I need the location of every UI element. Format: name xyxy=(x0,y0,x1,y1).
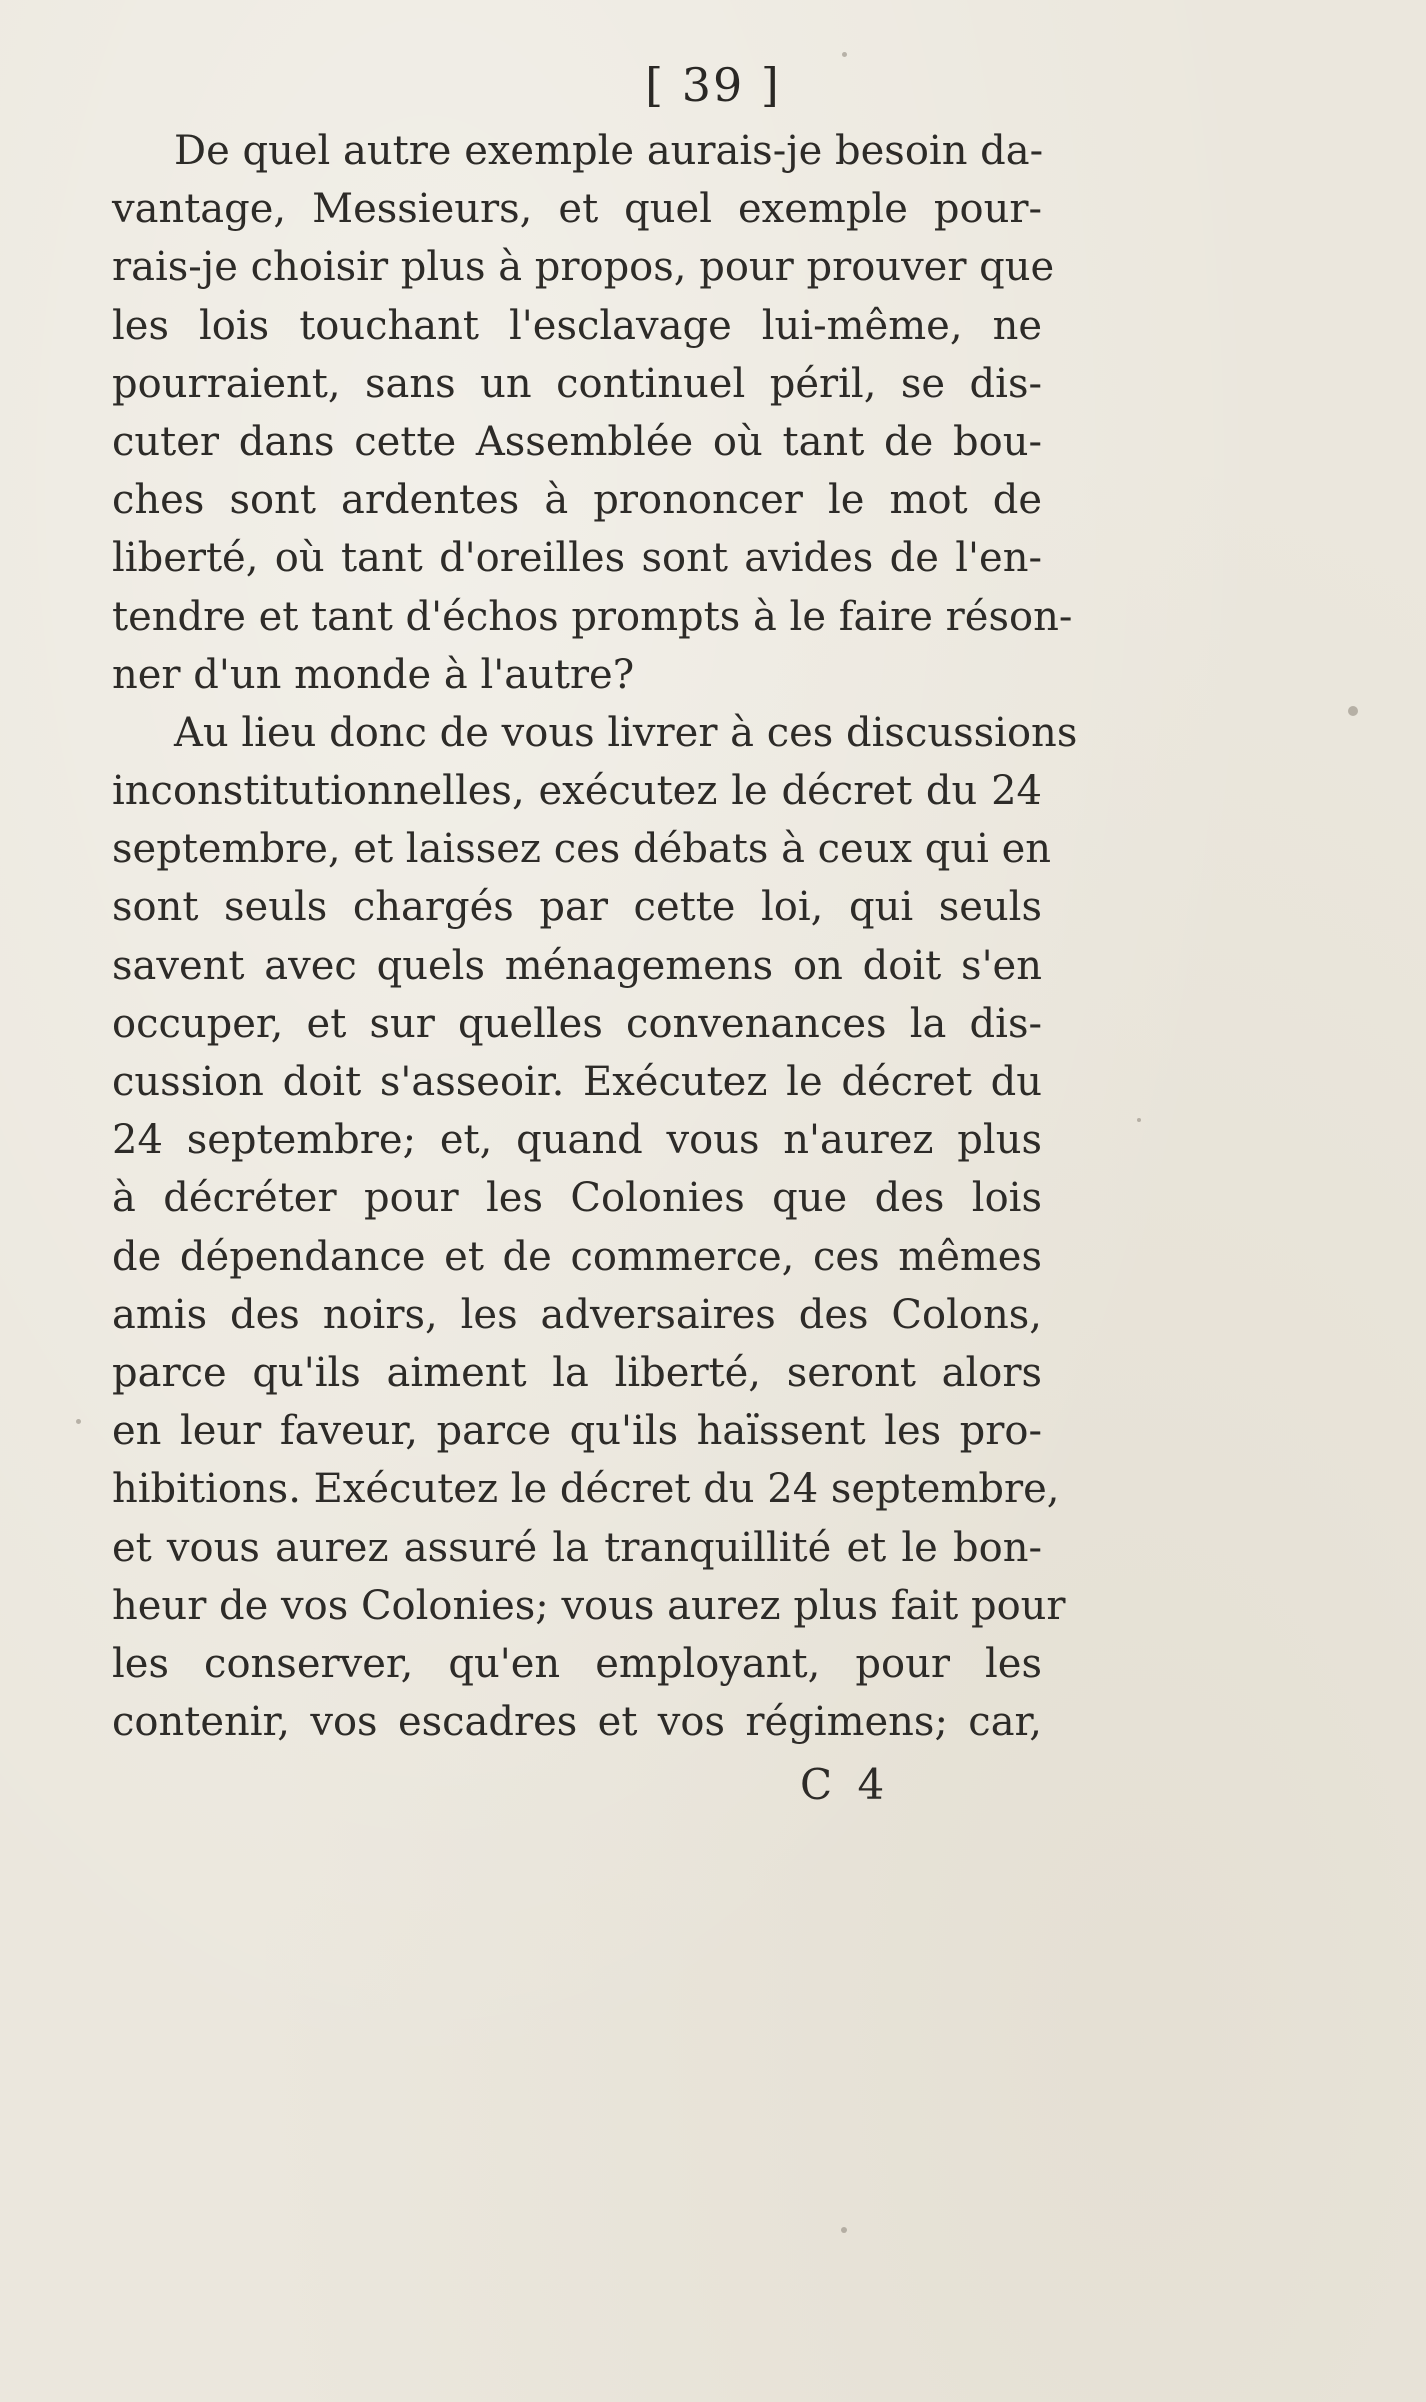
text-line: septembre, et laissez ces débats à ceux qui en xyxy=(112,826,1052,873)
text-line: savent avec quels ménagemens on doit s'en xyxy=(112,942,1042,989)
body-text xyxy=(112,122,1078,1751)
paper-speck xyxy=(76,1419,81,1424)
text-line: 24 septembre; et, quand vous n'aurez plus xyxy=(112,1117,1042,1164)
text-line: parce qu'ils aiment la liberté, seront alors xyxy=(112,1349,1042,1396)
text-line: hibitions. Exécutez le décret du 24 septembre, xyxy=(112,1466,1060,1513)
text-line: à décréter pour les Colonies que des lois xyxy=(112,1175,1042,1222)
text-line: Au lieu donc de vous livrer à ces discussions xyxy=(174,709,1078,756)
paper-speck xyxy=(1348,706,1358,716)
text-line: pourraient, sans un continuel péril, se dis- xyxy=(112,360,1042,407)
text-line: et vous aurez assuré la tranquillité et le bon- xyxy=(112,1524,1042,1571)
text-line: ches sont ardentes à prononcer le mot de xyxy=(112,477,1042,524)
paper-speck xyxy=(842,52,847,57)
text-line: tendre et tant d'échos prompts à le faire réson- xyxy=(112,593,1073,640)
text-line: vantage, Messieurs, et quel exemple pour- xyxy=(112,186,1042,233)
text-line: en leur faveur, parce qu'ils haïssent les pro- xyxy=(112,1408,1042,1455)
text-line: les lois touchant l'esclavage lui-même, ne xyxy=(112,302,1042,349)
text-line: rais-je choisir plus à propos, pour prouver que xyxy=(112,244,1055,291)
text-line: liberté, où tant d'oreilles sont avides de l'en- xyxy=(112,535,1042,582)
paper-speck xyxy=(841,2227,847,2233)
text-line: contenir, vos escadres et vos régimens; car, xyxy=(112,1699,1042,1746)
text-line: De quel autre exemple aurais-je besoin da- xyxy=(174,128,1044,174)
text-line: sont seuls chargés par cette loi, qui seuls xyxy=(112,884,1042,931)
text-line: inconstitutionnelles, exécutez le décret du 24 xyxy=(112,768,1042,815)
paper-speck xyxy=(1137,1118,1141,1122)
text-line: occuper, et sur quelles convenances la dis- xyxy=(112,1000,1042,1047)
text-line: les conserver, qu'en employant, pour les xyxy=(112,1640,1042,1687)
text-line: cuter dans cette Assemblée où tant de bou- xyxy=(112,418,1042,465)
catchword-signature: C 4 xyxy=(800,1760,891,1809)
text-line: cussion doit s'asseoir. Exécutez le décret du xyxy=(112,1059,1042,1105)
text-line: ner d'un monde à l'autre? xyxy=(112,651,635,698)
text-line: amis des noirs, les adversaires des Colons, xyxy=(112,1291,1042,1338)
text-line: de dépendance et de commerce, ces mêmes xyxy=(112,1233,1042,1280)
text-line: heur de vos Colonies; vous aurez plus fait pour xyxy=(112,1582,1066,1629)
page-number: [ 39 ] xyxy=(645,58,781,112)
